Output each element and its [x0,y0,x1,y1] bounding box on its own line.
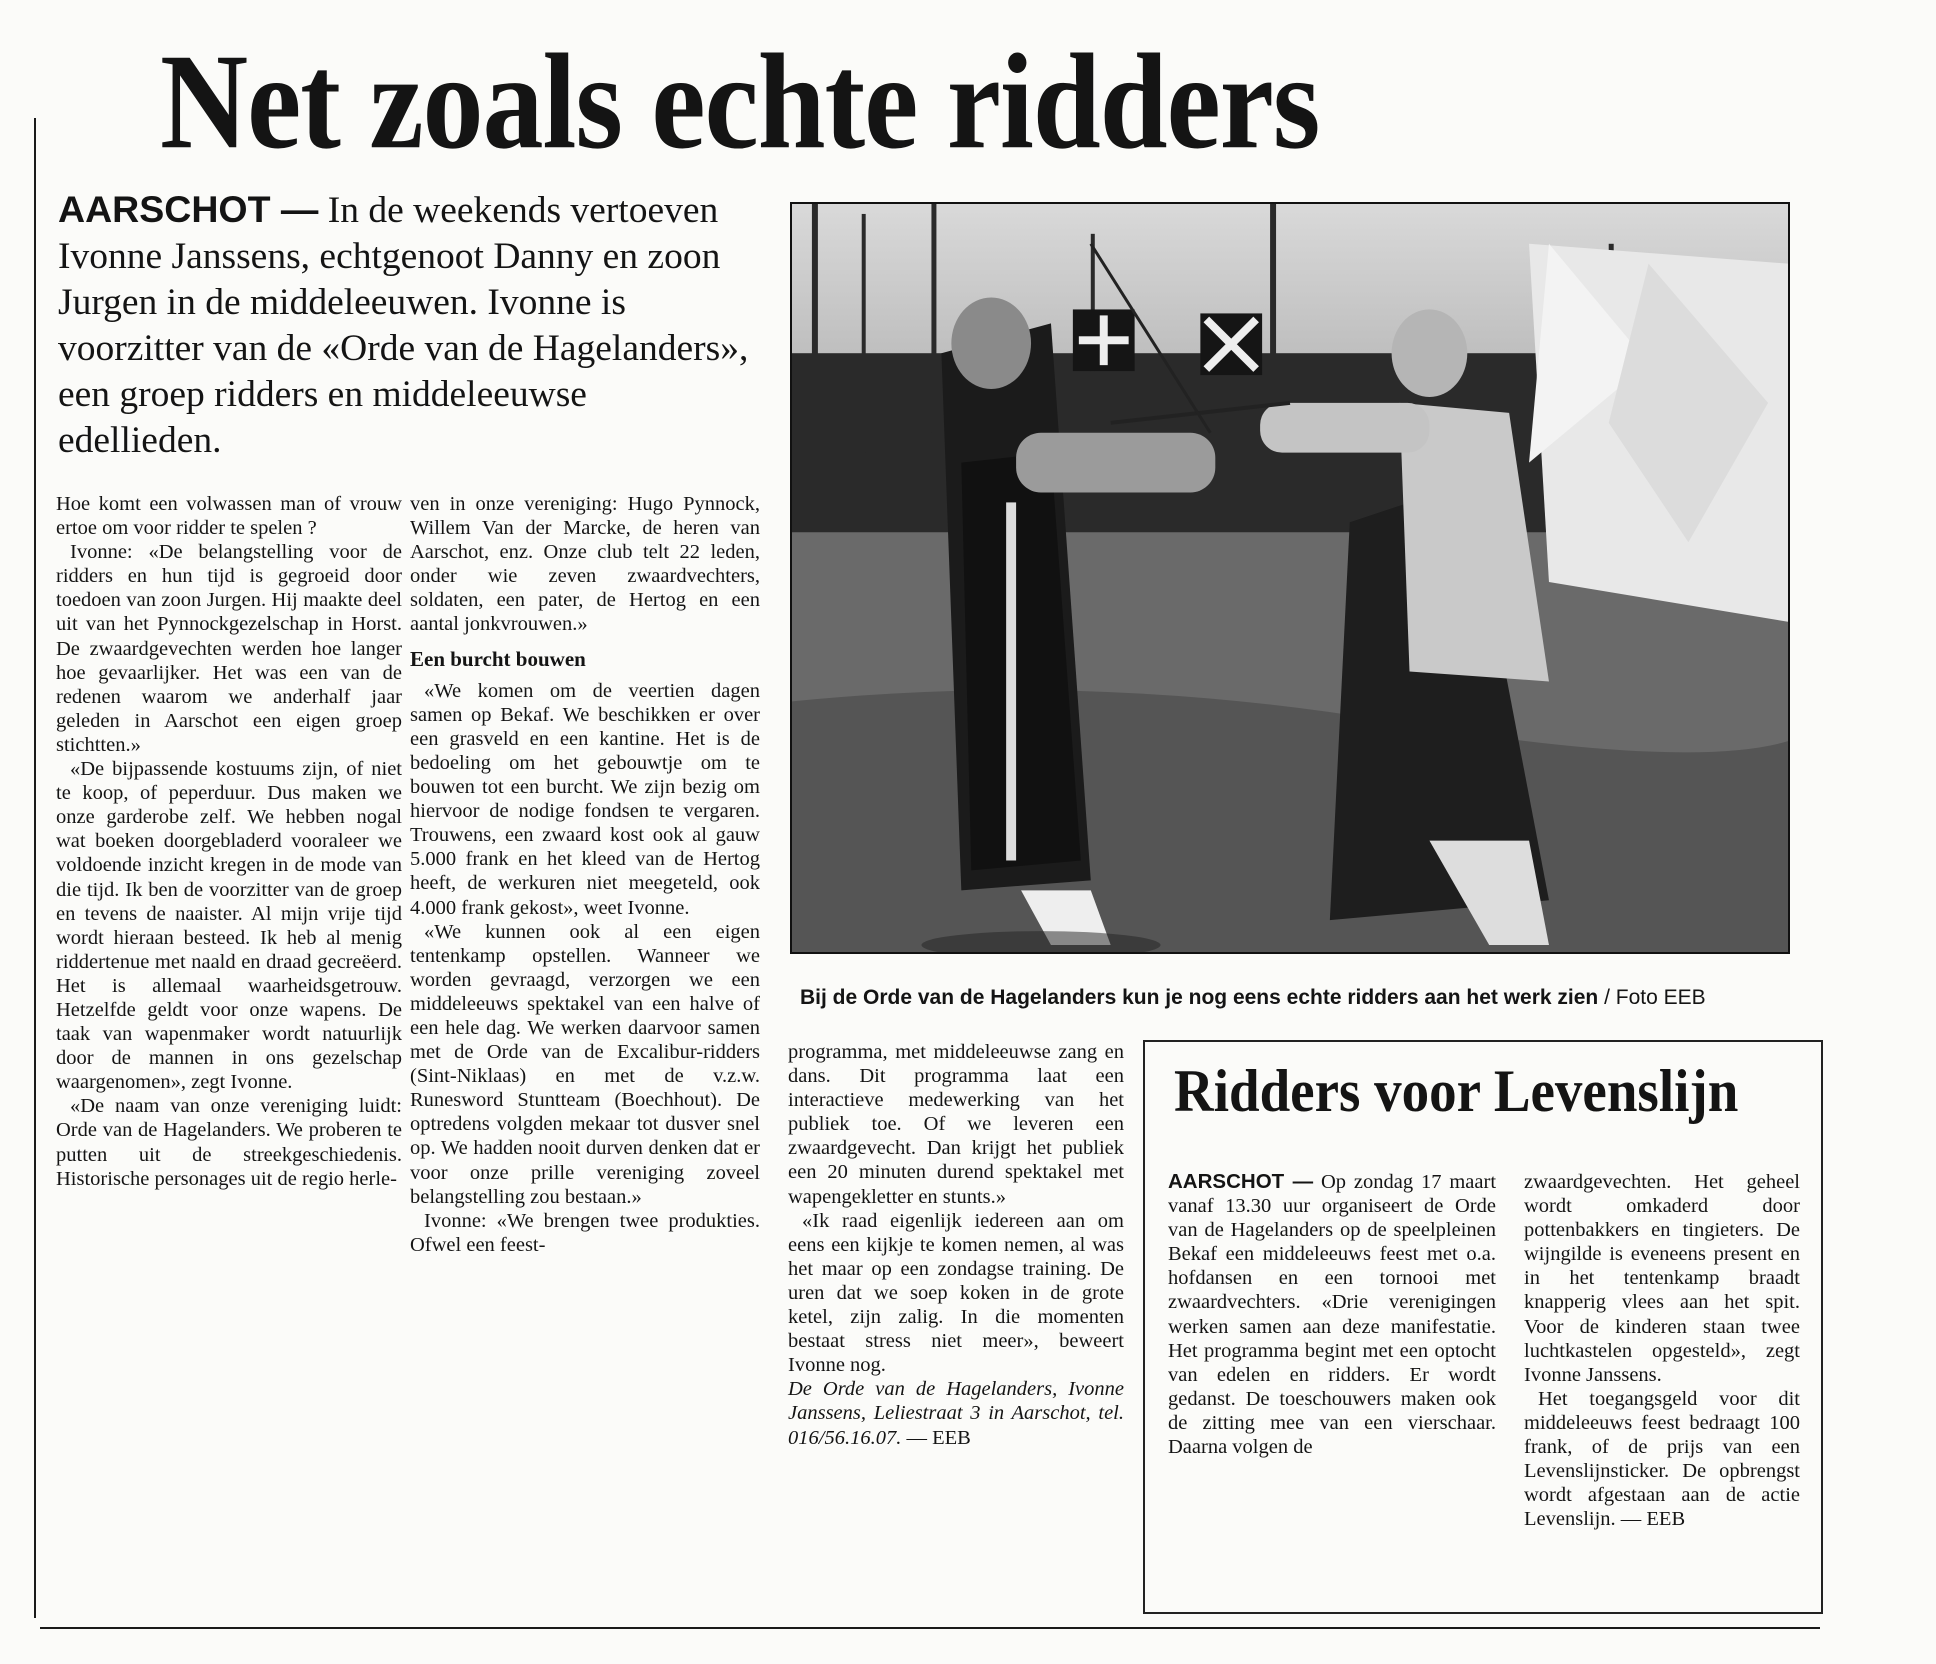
sidebar-paragraph: Het toegangsgeld voor dit middeleeuws feest bedraagt 100 frank, of de prijs van een Levenslijnsticker. De opbrengst wordt afgestaan aan de actie Levenslijn. — EEB [1524,1387,1800,1531]
sidebar-column-1 [1168,1170,1496,1459]
article-paragraph: Ivonne: «We brengen twee produkties. Ofwel een feest- [410,1209,760,1256]
article-paragraph: «De naam van onze vereniging luidt: Orde van de Hagelanders. We proberen te putten uit de streekgeschiedenis. Historische personages uit de regio herle- [56,1095,402,1190]
photo-credit: / Foto EEB [1604,986,1706,1009]
photo-caption [800,986,1800,1010]
article-paragraph: «De bijpassende kostuums zijn, of niet te koop, of peperduur. Dus maken we onze garderobe zelf. We hebben nogal wat boeken doorgebladerd vooraleer we voldoende inzicht kregen in de mode van die tijd. Ik ben de voorzitter van de groep en tevens de naaister. Al mijn vrije tijd wordt hieraan besteed. Ik heb al menig riddertenue met naald en draad gecreëerd. Het is allemaal waarheidsgetrouw. Hetzelfde geldt voor onze wapens. De taak van wapenmaker wordt natuurlijk door de mannen in ons gezelschap waargenomen», zegt Ivonne. [56,758,402,1094]
left-column-rule [34,118,36,1618]
sidebar-title: Ridders voor Levenslijn [1174,1057,1739,1125]
article-paragraph: «We kunnen ook al een eigen tentenkamp opstellen. Wanneer we worden gevraagd, verzorgen we een middeleeuws spektakel van een halve of een hele dag. We werken daarvoor samen met de Orde van de Excalibur-ridders (Sint-Niklaas) en met de v.z.w. Runesword Stuntteam (Boechhout). De optredens volgden mekaar tot dusver snel op. We hadden nooit durven denken dat er voor onze prille vereniging zoveel belangstelling zou bestaan.» [410,920,760,1208]
article-paragraph: Ivonne: «De belangstelling voor de ridders en hun tijd is gegroeid door toedoen van zoon Jurgen. Hij maakte deel uit van het Pynnockgezelschap in Horst. De zwaardgevechten werden hoe langer hoe gevaarlijker. Het was een van de redenen waarom we anderhalf jaar geleden in Aarschot een eigen groep stichtten.» [56,541,402,756]
article-column-3 [788,1040,1124,1450]
article-credit-line [788,1377,1124,1449]
article-paragraph: programma, met middeleeuwse zang en dans. Dit programma laat een interactieve medewerking van het publiek toe. Of we leveren een zwaardgevecht. Dan krijgt het publiek een 20 minuten durend spektakel met wapengekletter en stunts.» [788,1041,1124,1208]
article-column-2 [410,492,760,1257]
sidebar-paragraph: zwaardgevechten. Het geheel wordt omkaderd door pottenbakkers en tingieters. De wijngilde is eveneens present en in het tentenkamp braadt knapperig vlees aan het spit. Voor de kinderen staan twee luchtkastelen opgesteld», zegt Ivonne Janssens. [1524,1171,1800,1386]
headline: Net zoals echte ridders [160,26,1320,178]
article-column-1 [56,492,402,1191]
lead-dateline: AARSCHOT — [58,188,319,230]
article-paragraph: «We komen om de veertien dagen samen op Bekaf. We beschikken er over een grasveld en een kantine. Het is de bedoeling om het gebouwtje om te bouwen tot een burcht. We zijn bezig om hiervoor de nodige fondsen te vergaren. Trouwens, een zwaard kost ook al gauw 5.000 frank en het kleed van de Hertog heeft, de werkuren niet meegeteld, ook 4.000 frank gekost», weet Ivonne. [410,679,760,919]
sidebar-dateline: AARSCHOT — [1168,1170,1314,1193]
article-paragraph: Hoe komt een volwassen man of vrouw ertoe om voor ridder te spelen ? [56,493,402,540]
knights-photo [790,202,1790,954]
sidebar-paragraph-text: Op zondag 17 maart vanaf 13.30 uur organiseert de Orde van de Hagelanders op de speelpleinen Bekaf een middeleeuws feest met o.a. hofdansen en een tornooi met zwaardvechters. «Drie verenigingen werken samen aan deze manifestatie. Het programma begint met een optocht van edelen en ridders. Er wordt gedanst. De toeschouwers maken ook de zitting mee van een vierschaar. Daarna volgen de [1168,1171,1497,1459]
photo-caption-text: Bij de Orde van de Hagelanders kun je nog eens echte ridders aan het werk zien [800,986,1599,1009]
bottom-rule [40,1627,1820,1629]
article-paragraph: ven in onze vereniging: Hugo Pynnock, Willem Van der Marcke, de heren van Aarschot, enz. Onze club telt 22 leden, onder wie zeven zwaardvechters, soldaten, een pater, de Hertog en een aantal jonkvrouwen.» [410,493,760,636]
lead-text: In de weekends vertoeven Ivonne Janssens, echtgenoot Danny en zoon Jurgen in de middeleeuwen. Ivonne is voorzitter van de «Orde van de Hagelanders», een groep ridders en middeleeuwse edellieden. [58,190,749,461]
article-author: — EEB [906,1426,971,1449]
knights-photo-illustration [792,204,1788,952]
sidebar-column-2 [1524,1170,1800,1531]
lead-paragraph [58,186,758,464]
sidebar-paragraph [1168,1170,1496,1459]
article-paragraph: «Ik raad eigenlijk iedereen aan om eens een kijkje te komen nemen, al was het maar op een zondagse training. De uren dat we soep koken in de grote ketel, zijn zalig. In die momenten bestaat stress niet meer», beweert Ivonne nog. [788,1209,1124,1377]
article-subhead: Een burcht bouwen [410,646,586,671]
article-contact-credit: De Orde van de Hagelanders, Ivonne Janssens, Leliestraat 3 in Aarschot, tel. 016/56.16.07. [788,1378,1124,1449]
